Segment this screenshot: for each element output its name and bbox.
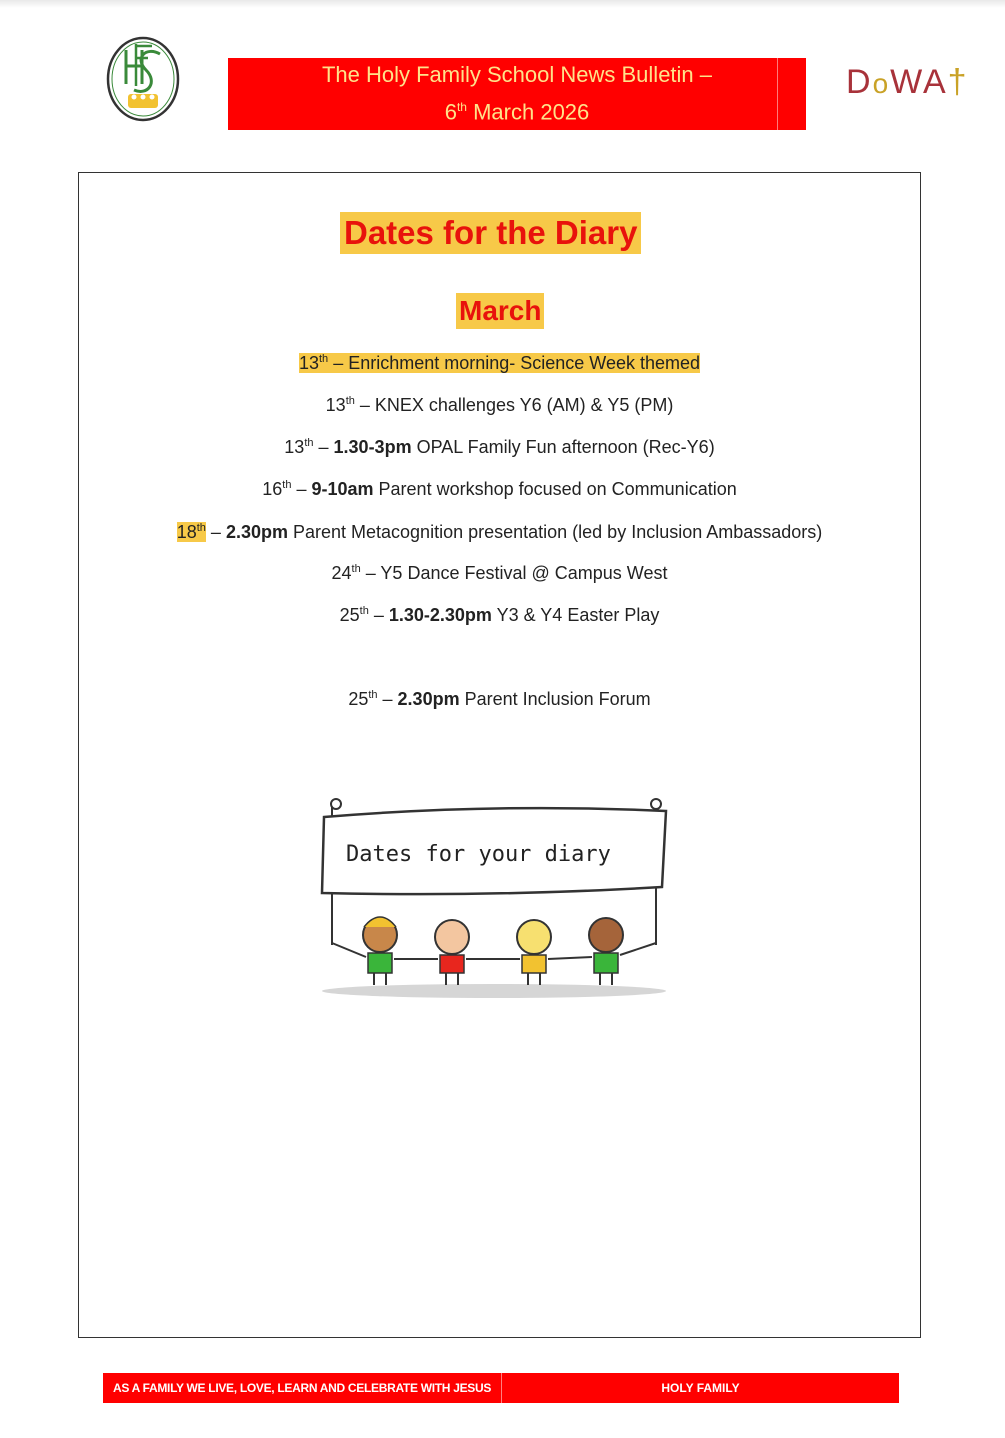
kid-figure (363, 917, 397, 985)
top-shade (0, 0, 1005, 8)
page-title: Dates for the Diary (340, 212, 641, 254)
kid-figure (435, 920, 469, 985)
footer-bar (103, 1373, 899, 1403)
event-item: 25th – 1.30-2.30pm Y3 & Y4 Easter Play (339, 605, 660, 625)
school-logo (106, 36, 180, 122)
kid-figure (589, 918, 623, 985)
bulletin-banner (228, 58, 806, 130)
kid-figure (517, 920, 551, 985)
dates-clipart (318, 795, 670, 1000)
footer-school: HOLY FAMILY (661, 1381, 740, 1395)
event-item: 13th – Enrichment morning- Science Week themed (298, 353, 701, 373)
event-item: 24th – Y5 Dance Festival @ Campus West (331, 563, 668, 583)
event-item: 25th – 2.30pm Parent Inclusion Forum (348, 689, 651, 709)
event-item: 13th – KNEX challenges Y6 (AM) & Y5 (PM) (325, 395, 674, 415)
clipart-banner-text: Dates for your diary (346, 842, 611, 867)
banner-title: The Holy Family School News Bulletin – (321, 62, 713, 88)
footer-motto: AS A FAMILY WE LIVE, LOVE, LEARN AND CELEBRATE WITH JESUS (113, 1381, 492, 1395)
event-item: 16th – 9-10am Parent workshop focused on Communication (262, 479, 737, 499)
month-heading: March (456, 293, 544, 329)
banner-divider (777, 58, 778, 130)
dowat-logo: DoWA† (846, 63, 969, 101)
event-item: 18th – 2.30pm Parent Metacognition presentation (led by Inclusion Ambassadors) (176, 522, 823, 542)
event-item: 13th – 1.30-3pm OPAL Family Fun afternoon (Rec-Y6) (284, 437, 715, 457)
banner-date: 6th March 2026 (444, 99, 590, 125)
